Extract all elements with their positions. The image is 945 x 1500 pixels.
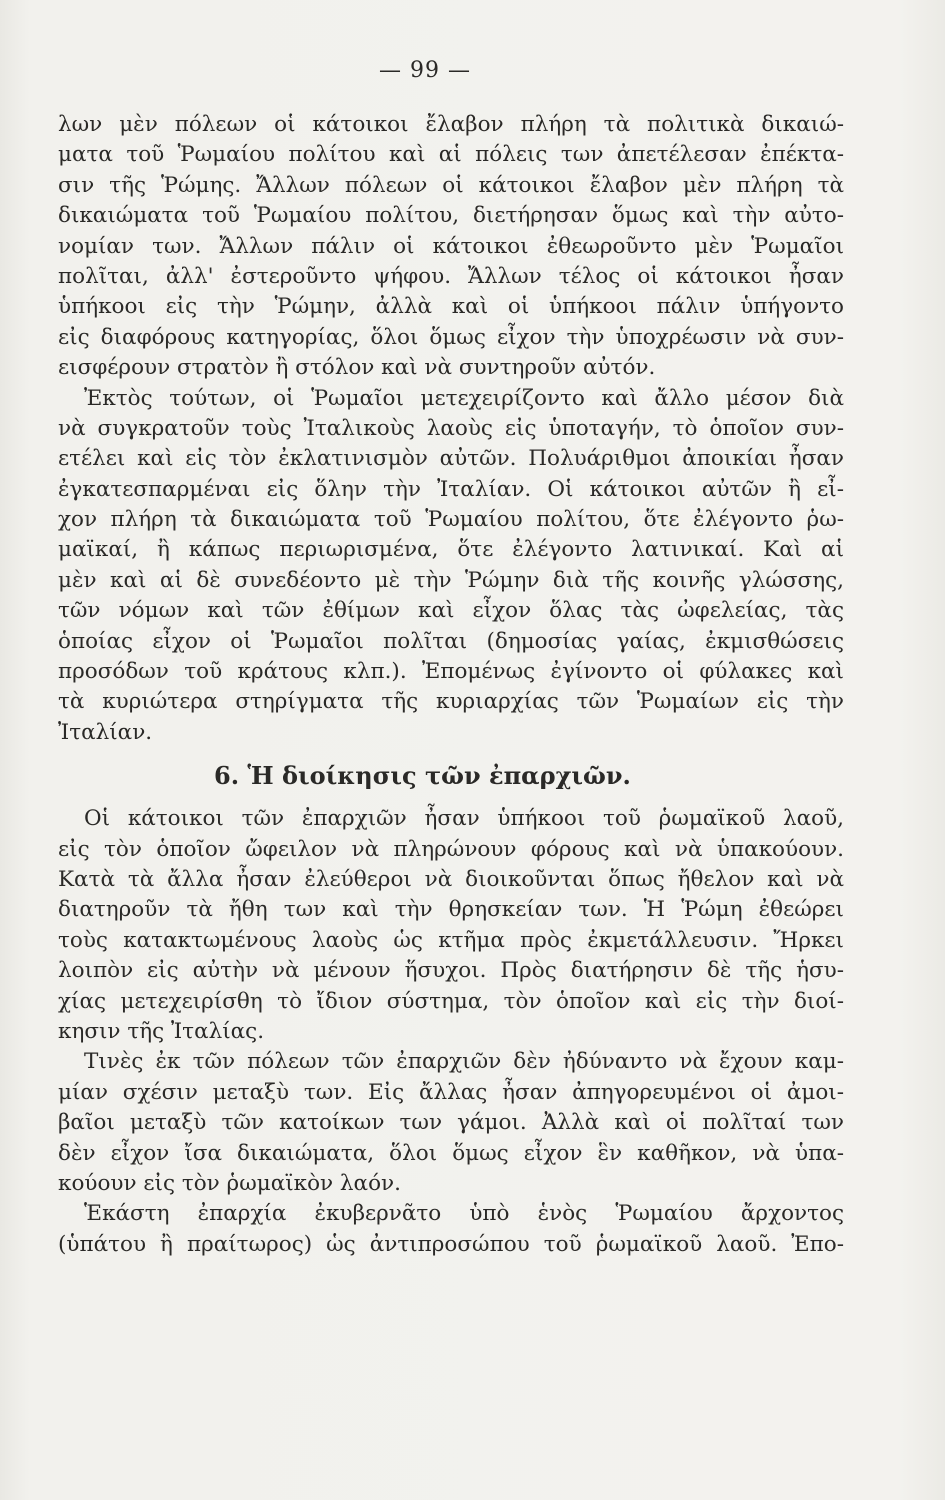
text-line: τὰ κυριώτερα στηρίγματα τῆς κυριαρχίας τῶν Ῥωμαίων εἰς τὴν xyxy=(58,689,844,715)
text-line: τοὺς κατακτωμένους λαοὺς ὡς κτῆμα πρὸς ἐκμετάλλευσιν. Ἤρκει xyxy=(58,927,844,953)
text-line: εἰς τὸν ὁποῖον ὤφειλον νὰ πληρώνουν φόρους καὶ νὰ ὑπακούουν. xyxy=(58,836,844,862)
text-line: Ἑκάστη ἐπαρχία ἐκυβερνᾶτο ὑπὸ ἑνὸς Ῥωμαίου ἄρχοντος xyxy=(84,1201,844,1227)
text-line: ὁποίας εἶχον οἱ Ῥωμαῖοι πολῖται (δημοσίας γαίας, ἐκμισθώσεις xyxy=(58,628,844,654)
text-line: κησιν τῆς Ἰταλίας. xyxy=(58,1018,265,1044)
text-line: χον πλήρη τὰ δικαιώματα τοῦ Ῥωμαίου πολίτου, ὅτε ἐλέγοντο ῥω- xyxy=(58,507,844,533)
paragraph xyxy=(58,804,844,1047)
text-line: μὲν καὶ αἱ δὲ συνεδέοντο μὲ τὴν Ῥώμην διὰ τῆς κοινῆς γλώσσης, xyxy=(58,567,844,593)
text-line: μαϊκαί, ἢ κάπως περιωρισμένα, ὅτε ἐλέγοντο λατινικαί. Καὶ αἱ xyxy=(58,537,844,563)
text-line: προσόδων τοῦ κράτους κλπ.). Ἐπομένως ἐγίνοντο οἱ φύλακες καὶ xyxy=(58,659,844,685)
text-line: τῶν νόμων καὶ τῶν ἐθίμων καὶ εἶχον ὅλας τὰς ὠφελείας, τὰς xyxy=(58,598,844,624)
text-line: δικαιώματα τοῦ Ῥωμαίου πολίτου, διετήρησαν ὅμως καὶ τὴν αὐτο- xyxy=(58,203,844,229)
text-line: ετέλει καὶ εἰς τὸν ἐκλατινισμὸν αὐτῶν. Πολυάριθμοι ἀποικίαι ἦσαν xyxy=(58,446,844,472)
text-line: εἰς διαφόρους κατηγορίας, ὅλοι ὅμως εἶχον τὴν ὑποχρέωσιν νὰ συν- xyxy=(58,324,844,350)
text-line: χίας μετεχειρίσθη τὸ ἴδιον σύστημα, τὸν ὁποῖον καὶ εἰς τὴν διοί- xyxy=(58,988,844,1014)
text-line: Ἐκτὸς τούτων, οἱ Ῥωμαῖοι μετεχειρίζοντο καὶ ἄλλο μέσον διὰ xyxy=(84,385,844,411)
text-line: μίαν σχέσιν μεταξὺ των. Εἰς ἄλλας ἦσαν ἀπηγορευμένοι οἱ ἀμοι- xyxy=(58,1079,844,1105)
body-text xyxy=(58,110,844,1260)
text-line: εισφέρουν στρατὸν ἢ στόλον καὶ νὰ συντηροῦν αὐτόν. xyxy=(58,355,656,381)
text-line: νομίαν των. Ἄλλων πάλιν οἱ κάτοικοι ἐθεωροῦντο μὲν Ῥωμαῖοι xyxy=(58,233,844,259)
text-line: πολῖται, ἀλλ' ἐστεροῦντο ψήφου. Ἄλλων τέλος οἱ κάτοικοι ἦσαν xyxy=(58,263,844,289)
text-line: δὲν εἶχον ἴσα δικαιώματα, ὅλοι ὅμως εἶχον ἓν καθῆκον, νὰ ὑπα- xyxy=(58,1140,844,1166)
text-line: Κατὰ τὰ ἄλλα ἦσαν ἐλεύθεροι νὰ διοικοῦνται ὅπως ἤθελον καὶ νὰ xyxy=(58,866,844,892)
paragraph xyxy=(58,1199,844,1260)
text-line: (ὑπάτου ἢ πραίτωρος) ὡς ἀντιπροσώπου τοῦ ῥωμαϊκοῦ λαοῦ. Ἐπο- xyxy=(58,1231,844,1257)
text-line: βαῖοι μεταξὺ τῶν κατοίκων των γάμοι. Ἀλλὰ καὶ οἱ πολῖταί των xyxy=(58,1110,844,1136)
paragraph xyxy=(58,1047,844,1199)
paragraph xyxy=(58,384,844,749)
text-line: λοιπὸν εἰς αὐτὴν νὰ μένουν ἥσυχοι. Πρὸς διατήρησιν δὲ τῆς ἡσυ- xyxy=(58,958,844,984)
page-number: — 99 — xyxy=(379,58,471,83)
text-line: ματα τοῦ Ῥωμαίου πολίτου καὶ αἱ πόλεις των ἀπετέλεσαν ἐπέκτα- xyxy=(58,142,844,168)
text-line: Οἱ κάτοικοι τῶν ἐπαρχιῶν ἦσαν ὑπήκοοι τοῦ ῥωμαϊκοῦ λαοῦ, xyxy=(84,806,844,832)
text-line: Ἰταλίαν. xyxy=(58,719,153,745)
paragraph xyxy=(58,110,844,384)
text-line: νὰ συγκρατοῦν τοὺς Ἰταλικοὺς λαοὺς εἰς ὑποταγήν, τὸ ὁποῖον συν- xyxy=(58,415,844,441)
section-heading: 6. Ἡ διοίκησις τῶν ἐπαρχιῶν. xyxy=(214,761,631,791)
text-line: ὑπήκοοι εἰς τὴν Ῥώμην, ἀλλὰ καὶ οἱ ὑπήκοοι πάλιν ὑπήγοντο xyxy=(58,294,844,320)
text-line: λων μὲν πόλεων οἱ κάτοικοι ἔλαβον πλήρη τὰ πολιτικὰ δικαιώ- xyxy=(58,112,844,137)
text-line: ἐγκατεσπαρμέναι εἰς ὅλην τὴν Ἰταλίαν. Οἱ κάτοικοι αὐτῶν ἢ εἶ- xyxy=(58,476,844,502)
text-line: Τινὲς ἐκ τῶν πόλεων τῶν ἐπαρχιῶν δὲν ἠδύναντο νὰ ἔχουν καμ- xyxy=(84,1049,844,1075)
text-line: σιν τῆς Ῥώμης. Ἄλλων πόλεων οἱ κάτοικοι ἔλαβον μὲν πλήρη τὰ xyxy=(58,172,844,198)
text-line: κούουν εἰς τὸν ῥωμαϊκὸν λαόν. xyxy=(58,1170,401,1196)
text-line: διατηροῦν τὰ ἤθη των καὶ τὴν θρησκείαν των. Ἡ Ῥώμη ἐθεώρει xyxy=(58,897,844,923)
